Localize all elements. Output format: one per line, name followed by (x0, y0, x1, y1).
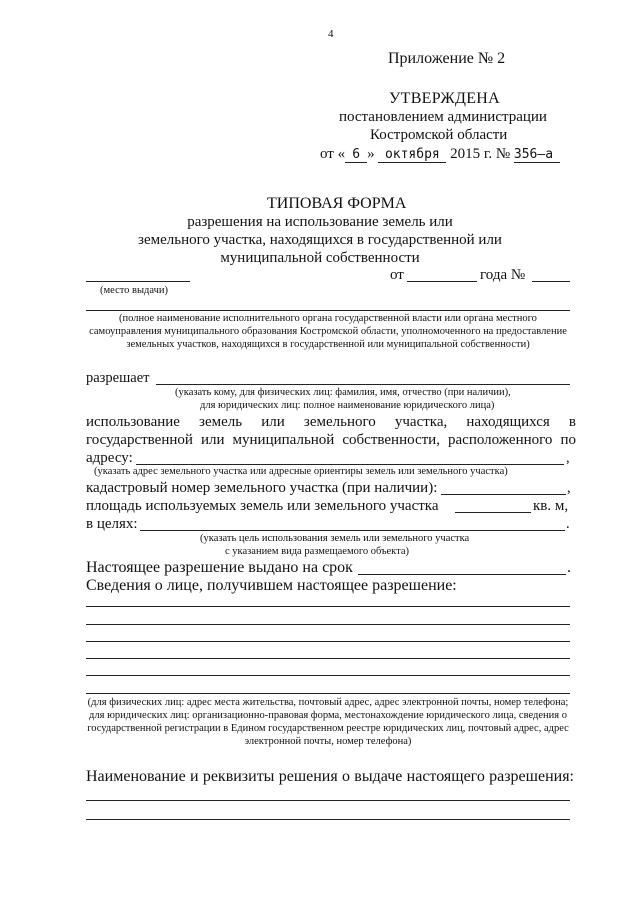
authority-caption: (полное наименование исполнительного органа государственной власти или органа местного самоуправления муниципального образования Костромской области, уполномоченного на предоставление земельных участков, находящихся в государственной или муниципальной собственности) (89, 313, 567, 350)
use-text-line2: государственной или муниципальной собственности, расположенного по (86, 432, 576, 448)
permittee-caption-line2: для юридических лиц: полное наименование юридического лица) (200, 400, 495, 411)
decision-field-line-2[interactable] (86, 819, 570, 820)
page-number: 4 (328, 28, 334, 40)
address-field[interactable] (136, 464, 564, 465)
decision-field-line-1[interactable] (86, 800, 570, 801)
term-period: . (567, 559, 571, 576)
purpose-caption-line1: (указать цель использования земель или земельного участка (200, 533, 470, 544)
approved-heading: УТВЕРЖДЕНА (389, 90, 501, 107)
address-caption: (указать адрес земельного участка или адресные ориентиры земель или земельного участка) (94, 466, 508, 477)
form-title: ТИПОВАЯ ФОРМА (267, 195, 407, 212)
purpose-period: . (566, 516, 570, 532)
decision-label: Наименование и реквизиты решения о выдаче настоящего разрешения: (86, 768, 574, 785)
holder-field-line-4[interactable] (86, 658, 570, 659)
area-label: площадь используемых земель или земельного участка (86, 498, 439, 514)
holder-caption: (для физических лиц: адрес места жительства, почтовый адрес, адрес электронной почты, номер телефона; для юридических лиц: организационно-правовая форма, местонахождение юридического лица, сведения о государственной регистрации в Едином государственном реестре юридических лиц, почтовый адрес, адрес электронной почты, номер телефона) (87, 697, 569, 747)
address-comma: , (566, 450, 570, 466)
date-year-number-label: 2015 г. № (450, 146, 511, 162)
form-subtitle-line3: муниципальной собственности (220, 250, 420, 266)
form-subtitle-line1: разрешения на использование земель или (187, 214, 453, 230)
date-month: октября (378, 147, 446, 163)
term-label: Настоящее разрешение выдано на срок (86, 559, 353, 576)
decree-number: 356–а (514, 147, 560, 163)
issue-number-field[interactable] (532, 281, 570, 282)
cadastral-comma: , (567, 480, 571, 496)
purpose-field[interactable] (140, 530, 565, 531)
use-text-address-label: адресу: (86, 450, 133, 466)
date-day: 6 (345, 147, 367, 163)
approved-by-line1: постановлением администрации (339, 109, 547, 125)
form-subtitle-line2: земельного участка, находящихся в государственной или (138, 232, 502, 248)
holder-field-line-1[interactable] (86, 606, 570, 607)
authority-field[interactable] (86, 310, 570, 311)
purpose-caption-line2: с указанием вида размещаемого объекта) (225, 546, 410, 557)
holder-field-line-6[interactable] (86, 693, 570, 694)
approved-by-line2: Костромской области (370, 127, 508, 143)
holder-field-line-5[interactable] (86, 675, 570, 676)
date-from-label: от « (320, 146, 346, 162)
place-of-issue-field[interactable] (86, 281, 190, 282)
term-field[interactable] (358, 574, 566, 575)
permittee-field[interactable] (156, 384, 570, 385)
holder-field-line-3[interactable] (86, 641, 570, 642)
approval-date-row (320, 146, 560, 163)
holder-field-line-2[interactable] (86, 624, 570, 625)
cadastral-label: кадастровый номер земельного участка (при наличии): (86, 480, 438, 496)
purpose-label: в целях: (86, 516, 138, 532)
appendix-label: Приложение № 2 (388, 50, 506, 67)
area-unit: кв. м, (533, 498, 569, 514)
holder-label: Сведения о лице, получившем настоящее разрешение: (86, 577, 457, 594)
issue-date-field[interactable] (407, 281, 477, 282)
use-text-line1: использование земель или земельного участка, находящихся в (86, 414, 576, 430)
permits-label: разрешает (86, 370, 150, 386)
place-caption: (место выдачи) (100, 285, 169, 296)
issue-from-label: от (390, 267, 404, 283)
cadastral-field[interactable] (441, 494, 566, 495)
issue-year-label: года № (480, 267, 526, 283)
area-field[interactable] (455, 512, 531, 513)
date-close-quote: » (367, 146, 375, 162)
permittee-caption-line1: (указать кому, для физических лиц: фамилия, имя, отчество (при наличии), (175, 387, 511, 398)
